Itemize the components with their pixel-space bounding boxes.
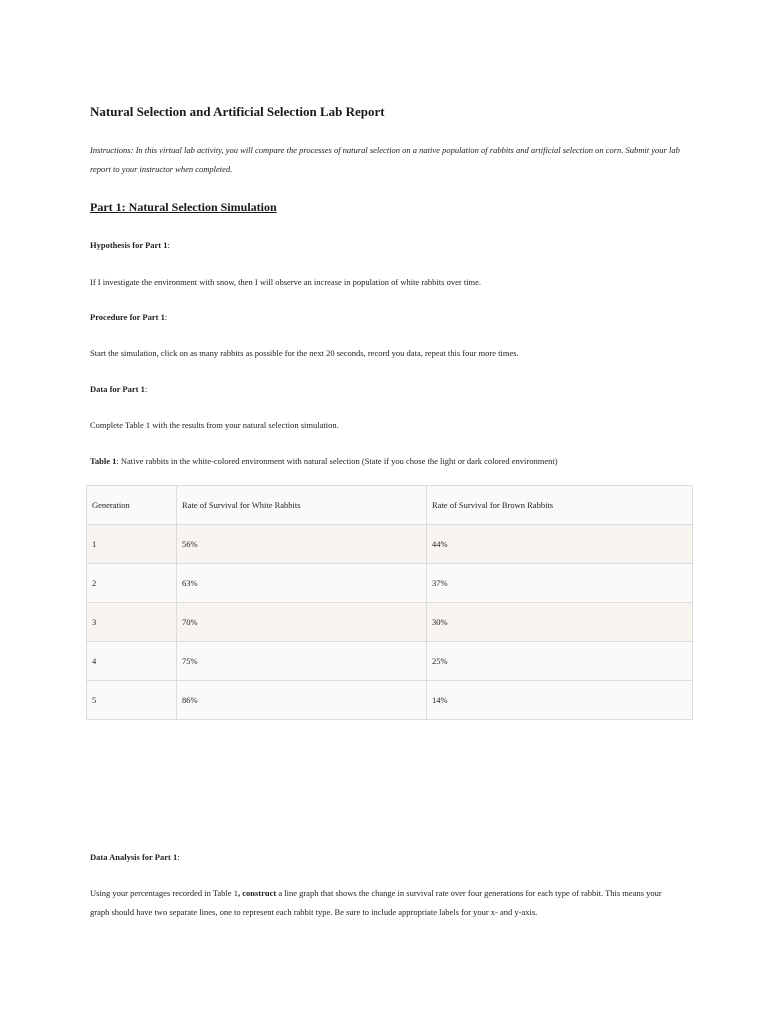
analysis-text: Using your percentages recorded in Table 1, construct a line graph that shows the change in survival rate over four generations for each type of rabbit. This means your graph should have two separate lines, one to represent each rabbit type. Be sure to include appropriate labels for your x- and y-axis. xyxy=(90,888,662,917)
table-cell: 37% xyxy=(427,564,693,603)
table-header-row xyxy=(87,486,693,525)
data-label: Data for Part 1: xyxy=(90,384,148,394)
table-cell: 25% xyxy=(427,642,693,681)
hypothesis-text: If I investigate the environment with snow, then I will observe an increase in population of white rabbits over time. xyxy=(90,277,482,287)
analysis-label: Data Analysis for Part 1: xyxy=(90,852,180,862)
table-header-cell: Rate of Survival for Brown Rabbits xyxy=(427,486,693,525)
table-row xyxy=(87,681,693,720)
table-header-cell: Generation xyxy=(87,486,177,525)
table-cell: 30% xyxy=(427,603,693,642)
table-row xyxy=(87,564,693,603)
table-cell: 4 xyxy=(87,642,177,681)
table-cell: 63% xyxy=(177,564,427,603)
table-cell: 70% xyxy=(177,603,427,642)
document-title: Natural Selection and Artificial Selection Lab Report xyxy=(90,104,385,119)
table-cell: 5 xyxy=(87,681,177,720)
table-cell: 1 xyxy=(87,525,177,564)
data-text: Complete Table 1 with the results from your natural selection simulation. xyxy=(90,420,339,430)
table-cell: 86% xyxy=(177,681,427,720)
table-cell: 56% xyxy=(177,525,427,564)
procedure-label: Procedure for Part 1: xyxy=(90,312,168,322)
instructions-paragraph: Instructions: In this virtual lab activity, you will compare the processes of natural selection on a native population of rabbits and artificial selection on corn. Submit your lab report to your instructor when completed. xyxy=(90,145,680,174)
table-row xyxy=(87,603,693,642)
table-caption-label: Table 1 xyxy=(90,456,117,466)
table-row xyxy=(87,642,693,681)
table-cell: 75% xyxy=(177,642,427,681)
table-cell: 2 xyxy=(87,564,177,603)
hypothesis-label: Hypothesis for Part 1: xyxy=(90,240,170,250)
table-cell: 3 xyxy=(87,603,177,642)
table-caption xyxy=(90,456,558,466)
construct-emphasis: , construct xyxy=(237,888,277,898)
table-cell: 44% xyxy=(427,525,693,564)
table-caption-text: : Native rabbits in the white-colored environment with natural selection (State if you chose the light or dark colored environment) xyxy=(116,456,558,466)
table-header-cell: Rate of Survival for White Rabbits xyxy=(177,486,427,525)
survival-table xyxy=(86,485,693,720)
part1-heading: Part 1: Natural Selection Simulation xyxy=(90,200,277,214)
procedure-text: Start the simulation, click on as many rabbits as possible for the next 20 seconds, record you data, repeat this four more times. xyxy=(90,348,519,358)
table-row xyxy=(87,525,693,564)
table-cell: 14% xyxy=(427,681,693,720)
